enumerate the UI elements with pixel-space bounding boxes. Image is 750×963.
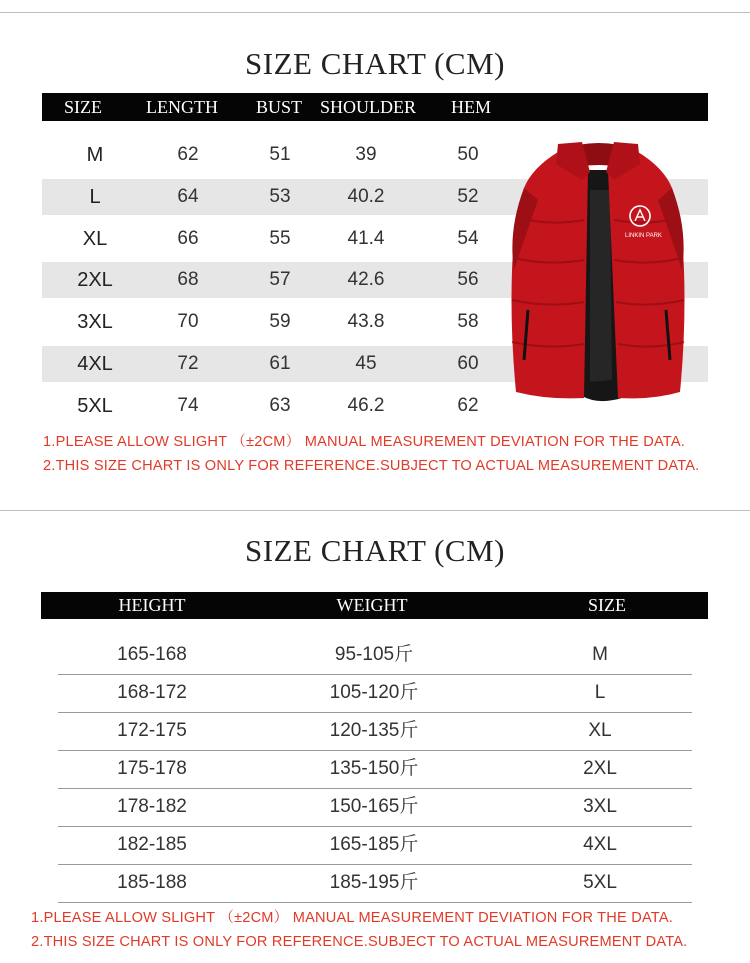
- table-row: [58, 864, 692, 902]
- table-row: [58, 826, 692, 864]
- row-divider: [58, 902, 692, 903]
- header-shoulder: SHOULDER: [320, 97, 417, 117]
- cell-height: 178-182: [117, 796, 187, 817]
- cell-length: 66: [177, 227, 199, 249]
- header-weight: WEIGHT: [336, 595, 408, 615]
- cell-bust: 61: [269, 353, 291, 374]
- cell-size: 3XL: [583, 796, 617, 817]
- cell-shoulder: 42.6: [347, 269, 385, 291]
- cell-weight: 120-135斤: [329, 720, 419, 741]
- height-weight-chart-title: SIZE CHART (CM): [245, 533, 505, 568]
- cell-size: 2XL: [77, 269, 113, 292]
- cell-weight: 105-120斤: [329, 682, 419, 703]
- header-bust: BUST: [256, 97, 303, 117]
- cell-length: 68: [177, 269, 199, 291]
- cell-hem: 52: [457, 185, 479, 207]
- cell-shoulder: 43.8: [347, 311, 385, 333]
- cell-size: 4XL: [77, 353, 113, 375]
- cell-length: 70: [177, 311, 199, 333]
- header-length: LENGTH: [146, 97, 218, 117]
- cell-hem: 58: [457, 311, 479, 333]
- cell-size: 5XL: [583, 872, 617, 893]
- top-divider: [0, 12, 750, 13]
- vest-product-image: [498, 130, 698, 420]
- cell-length: 62: [177, 144, 199, 165]
- cell-height: 185-188: [117, 872, 187, 893]
- cell-bust: 55: [269, 227, 291, 249]
- cell-size: XL: [588, 720, 612, 741]
- table-row: [58, 712, 692, 750]
- cell-size: XL: [82, 227, 108, 250]
- header-size: SIZE: [588, 595, 626, 615]
- cell-weight: 135-150斤: [329, 758, 419, 779]
- cell-length: 72: [177, 353, 199, 374]
- table-row: [58, 674, 692, 712]
- cell-size: 2XL: [583, 758, 617, 779]
- note-reference: 2.THIS SIZE CHART IS ONLY FOR REFERENCE.SUBJECT TO ACTUAL MEASUREMENT DATA.: [31, 934, 688, 950]
- cell-bust: 63: [269, 394, 291, 416]
- cell-hem: 60: [457, 353, 479, 374]
- cell-shoulder: 41.4: [347, 227, 385, 249]
- cell-hem: 50: [457, 144, 479, 165]
- cell-length: 74: [177, 394, 199, 416]
- cell-height: 172-175: [117, 720, 187, 741]
- table-row: [58, 750, 692, 788]
- note-deviation: 1.PLEASE ALLOW SLIGHT （±2CM） MANUAL MEASUREMENT DEVIATION FOR THE DATA.: [31, 910, 674, 926]
- cell-shoulder: 45: [355, 353, 377, 374]
- cell-bust: 51: [269, 144, 291, 165]
- chart2-notes: [31, 906, 687, 954]
- cell-shoulder: 39: [355, 144, 377, 165]
- cell-size: 5XL: [77, 394, 113, 417]
- logo-text: LINKIN PARK: [625, 233, 662, 239]
- table-row: [58, 788, 692, 826]
- cell-hem: 56: [457, 269, 479, 291]
- cell-weight: 165-185斤: [329, 834, 419, 855]
- header-hem: HEM: [451, 97, 491, 117]
- cell-size: M: [86, 144, 104, 166]
- cell-height: 168-172: [117, 682, 187, 703]
- cell-shoulder: 40.2: [347, 185, 385, 207]
- header-size: SIZE: [64, 97, 102, 117]
- chart1-notes: [43, 430, 699, 478]
- cell-size: 3XL: [77, 311, 113, 334]
- cell-height: 182-185: [117, 834, 187, 855]
- cell-size: L: [594, 682, 606, 703]
- cell-size: L: [89, 185, 101, 208]
- cell-size: M: [592, 644, 608, 665]
- size-chart-header: [42, 93, 708, 121]
- height-weight-header: [41, 592, 708, 619]
- middle-divider: [0, 510, 750, 511]
- note-deviation: 1.PLEASE ALLOW SLIGHT （±2CM） MANUAL MEASUREMENT DEVIATION FOR THE DATA.: [43, 434, 686, 450]
- cell-bust: 59: [269, 311, 291, 333]
- cell-weight: 95-105斤: [334, 644, 414, 665]
- cell-weight: 185-195斤: [329, 872, 419, 893]
- header-height: HEIGHT: [118, 595, 186, 615]
- cell-size: 4XL: [583, 834, 617, 855]
- cell-shoulder: 46.2: [347, 394, 385, 416]
- cell-hem: 62: [457, 394, 479, 416]
- size-chart-title: SIZE CHART (CM): [245, 46, 505, 81]
- note-reference: 2.THIS SIZE CHART IS ONLY FOR REFERENCE.SUBJECT TO ACTUAL MEASUREMENT DATA.: [43, 458, 700, 474]
- cell-bust: 53: [269, 185, 291, 207]
- cell-height: 175-178: [117, 758, 187, 779]
- cell-bust: 57: [269, 269, 291, 291]
- table-row: [58, 636, 692, 674]
- cell-length: 64: [177, 185, 199, 207]
- cell-hem: 54: [457, 227, 479, 249]
- cell-weight: 150-165斤: [329, 796, 419, 817]
- cell-height: 165-168: [117, 644, 187, 665]
